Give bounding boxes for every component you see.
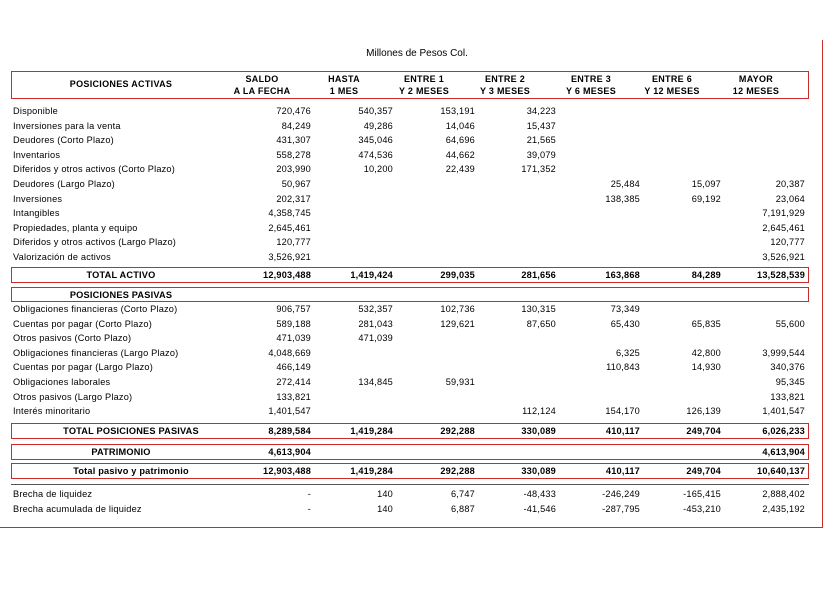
column-header-line2: Y 3 MESES	[479, 86, 531, 96]
cell-value: 23,064	[775, 193, 805, 204]
cell-value: 42,800	[691, 347, 721, 358]
cell-value: 14,930	[691, 362, 721, 373]
cell-value: 34,223	[526, 106, 556, 116]
row-label: PATRIMONIO	[91, 447, 151, 457]
cell-value: 8,289,584	[268, 426, 311, 436]
table-row	[11, 235, 809, 249]
cell-value: 6,026,233	[762, 426, 805, 436]
cell-value: 21,565	[526, 135, 556, 146]
table-row	[11, 250, 809, 264]
cell-value: 272,414	[276, 377, 311, 387]
cell-value: 3,999,544	[762, 347, 805, 358]
cell-value: 73,349	[610, 304, 640, 314]
cell-value: -48,433	[523, 489, 556, 499]
cell-value: 59,931	[445, 377, 475, 387]
cell-value: 203,990	[276, 164, 311, 175]
cell-value: 6,747	[451, 489, 475, 499]
row-label: Valorización de activos	[13, 252, 111, 262]
cell-value: 110,843	[606, 362, 640, 373]
row-label: Diferidos y otros activos (Corto Plazo)	[13, 164, 175, 175]
pasivas-title-row	[11, 288, 809, 302]
cell-value: 7,191,929	[762, 208, 805, 219]
cell-value: 345,046	[358, 135, 393, 146]
cell-value: -165,415	[683, 489, 721, 499]
row-label: TOTAL ACTIVO	[86, 270, 156, 280]
total-pasivas	[11, 424, 809, 438]
row-label: Inversiones para la venta	[13, 120, 121, 131]
table-row	[11, 206, 809, 220]
cell-value: 340,376	[770, 362, 805, 373]
cell-value: 3,526,921	[762, 252, 805, 262]
cell-value: 39,079	[526, 149, 556, 160]
row-label: Inventarios	[13, 149, 61, 160]
cell-value: 431,307	[276, 135, 311, 146]
header-title: POSICIONES ACTIVAS	[69, 79, 173, 89]
table-row	[11, 502, 809, 516]
column-header	[465, 73, 545, 97]
column-header	[384, 73, 464, 97]
cell-value: 249,704	[686, 466, 721, 476]
row-label: Otros pasivos (Largo Plazo)	[13, 391, 133, 402]
column-header-line2: Y 12 MESES	[644, 86, 700, 96]
row-label: Brecha acumulada de liquidez	[13, 503, 142, 514]
cell-value: 12,903,488	[263, 270, 311, 280]
column-header-line1: SALDO	[245, 74, 279, 84]
cell-value: 558,278	[276, 149, 311, 160]
cell-value: 292,288	[440, 466, 475, 476]
cell-value: 44,662	[445, 149, 475, 160]
column-header	[551, 73, 631, 97]
cell-value: 65,835	[691, 318, 721, 329]
cell-value: 14,046	[445, 120, 475, 131]
table-row	[11, 148, 809, 162]
cell-value: 1,401,547	[762, 406, 805, 417]
row-label: Diferidos y otros activos (Largo Plazo)	[13, 237, 177, 248]
column-header-line1: ENTRE 6	[651, 74, 693, 84]
table-row	[11, 133, 809, 147]
column-header	[632, 73, 712, 97]
cell-value: 410,117	[605, 426, 640, 436]
row-label: Cuentas por pagar (Largo Plazo)	[13, 362, 154, 373]
column-header-line2: A LA FECHA	[233, 86, 291, 96]
cell-value: 154,170	[605, 406, 640, 417]
cell-value: 126,139	[686, 406, 721, 417]
cell-value: 10,200	[363, 164, 393, 175]
table-row	[11, 317, 809, 331]
row-label: Obligaciones laborales	[13, 377, 111, 387]
cell-value: 1,401,547	[268, 406, 311, 417]
cell-value: 10,640,137	[757, 466, 805, 476]
cell-value: 720,476	[276, 106, 311, 116]
cell-value: 22,439	[445, 164, 475, 175]
cell-value: 471,039	[276, 333, 311, 344]
table-row	[11, 404, 809, 418]
cell-value: -	[307, 503, 311, 514]
cell-value: 281,043	[358, 318, 393, 329]
cell-value: 15,437	[526, 120, 556, 131]
cell-value: 1,419,424	[350, 270, 393, 280]
cell-value: 102,736	[440, 304, 475, 314]
cell-value: 49,286	[363, 120, 393, 131]
cell-value: 12,903,488	[263, 466, 311, 476]
table-row	[11, 375, 809, 389]
cell-value: 25,484	[610, 179, 640, 189]
cell-value: 4,613,904	[762, 447, 805, 457]
cell-value: 906,757	[276, 304, 311, 314]
cell-value: 138,385	[605, 193, 640, 204]
cell-value: 330,089	[521, 466, 556, 476]
row-label: TOTAL POSICIONES PASIVAS	[63, 426, 199, 436]
cell-value: 163,868	[605, 270, 640, 280]
table-row	[11, 302, 809, 316]
cell-value: 140	[377, 489, 393, 499]
cell-value: 130,315	[521, 304, 556, 314]
cell-value: -41,546	[523, 503, 556, 514]
table-row	[11, 346, 809, 360]
cell-value: 15,097	[691, 179, 721, 189]
cell-value: 4,048,669	[268, 347, 311, 358]
column-header-line2: Y 6 MESES	[565, 86, 617, 96]
unit-label: Millones de Pesos Col.	[366, 48, 468, 59]
cell-value: 134,845	[358, 377, 393, 387]
cell-value: 55,600	[775, 318, 805, 329]
column-header-line1: MAYOR	[738, 74, 774, 84]
table-row	[11, 390, 809, 404]
cell-value: 4,613,904	[268, 447, 311, 457]
cell-value: 129,621	[440, 318, 475, 329]
row-label: Otros pasivos (Corto Plazo)	[13, 333, 132, 344]
cell-value: 95,345	[775, 377, 805, 387]
table-row	[11, 487, 809, 501]
row-label: Interés minoritario	[13, 406, 91, 417]
cell-value: 153,191	[440, 106, 475, 116]
cell-value: 532,357	[358, 304, 393, 314]
cell-value: 466,149	[276, 362, 311, 373]
cell-value: 299,035	[440, 270, 475, 280]
column-header-line1: ENTRE 3	[570, 74, 612, 84]
column-header	[222, 73, 302, 97]
cell-value: 133,821	[276, 391, 311, 402]
cell-value: 84,289	[691, 270, 721, 280]
cell-value: 2,888,402	[762, 489, 805, 499]
column-header-line2: 1 MES	[329, 86, 359, 96]
table-row	[11, 104, 809, 118]
cell-value: 249,704	[686, 426, 721, 436]
cell-value: 20,387	[775, 179, 805, 189]
column-header-line1: ENTRE 1	[403, 74, 445, 84]
cell-value: 120,777	[276, 237, 311, 248]
column-header-line2: Y 2 MESES	[398, 86, 450, 96]
cell-value: 474,536	[358, 149, 393, 160]
column-header-line2: 12 MESES	[732, 86, 780, 96]
column-header-line1: HASTA	[328, 74, 360, 84]
page-border-bottom	[0, 527, 823, 528]
row-label: Deudores (Corto Plazo)	[13, 135, 114, 146]
table-row	[11, 221, 809, 235]
row-label: Disponible	[13, 106, 58, 116]
cell-value: 330,089	[521, 426, 556, 436]
cell-value: 589,188	[276, 318, 311, 329]
cell-value: 120,777	[770, 237, 805, 248]
cell-value: 13,528,539	[757, 270, 805, 280]
cell-value: 471,039	[358, 333, 393, 344]
cell-value: 1,419,284	[350, 466, 393, 476]
cell-value: 202,317	[276, 193, 311, 204]
cell-value: 2,435,192	[762, 503, 805, 514]
cell-value: 171,352	[521, 164, 556, 175]
cell-value: 50,967	[281, 179, 311, 189]
table-row	[11, 192, 809, 206]
cell-value: 540,357	[358, 106, 393, 116]
row-label: Propiedades, planta y equipo	[13, 222, 138, 233]
table-row	[11, 119, 809, 133]
table-row	[11, 177, 809, 191]
cell-value: 133,821	[770, 391, 805, 402]
cell-value: -287,795	[602, 503, 640, 514]
page-border-right	[822, 40, 823, 528]
patrimonio	[11, 445, 809, 459]
cell-value: 292,288	[440, 426, 475, 436]
total-pasivo-patrimonio	[11, 464, 809, 478]
row-label: Total pasivo y patrimonio	[73, 466, 189, 476]
cell-value: -453,210	[683, 503, 721, 514]
row-label: Obligaciones financieras (Corto Plazo)	[13, 304, 178, 314]
row-label: Deudores (Largo Plazo)	[13, 179, 115, 189]
row-label: Cuentas por pagar (Corto Plazo)	[13, 318, 152, 329]
cell-value: 4,358,745	[268, 208, 311, 219]
cell-value: 87,650	[526, 318, 556, 329]
cell-value: 140	[377, 503, 393, 514]
table-row	[11, 331, 809, 345]
cell-value: 65,430	[610, 318, 640, 329]
cell-value: 112,124	[522, 406, 556, 417]
column-header	[716, 73, 796, 97]
cell-value: 2,645,461	[268, 222, 311, 233]
cell-value: 6,325	[616, 347, 640, 358]
cell-value: 64,696	[445, 135, 475, 146]
column-header	[304, 73, 384, 97]
row-label: Obligaciones financieras (Largo Plazo)	[13, 347, 179, 358]
cell-value: 410,117	[605, 466, 640, 476]
row-label: Intangibles	[13, 208, 60, 219]
column-header-line1: ENTRE 2	[484, 74, 526, 84]
cell-value: 84,249	[281, 120, 311, 131]
divider	[11, 484, 809, 485]
row-label: Brecha de liquidez	[13, 489, 93, 499]
cell-value: 3,526,921	[268, 252, 311, 262]
cell-value: -	[307, 489, 311, 499]
cell-value: -246,249	[602, 489, 640, 499]
table-row	[11, 360, 809, 374]
pasivas-title: POSICIONES PASIVAS	[69, 290, 173, 300]
cell-value: 281,656	[521, 270, 556, 280]
cell-value: 6,887	[451, 503, 475, 514]
row-label: Inversiones	[13, 193, 63, 204]
table-row	[11, 162, 809, 176]
cell-value: 1,419,284	[350, 426, 393, 436]
cell-value: 2,645,461	[762, 222, 805, 233]
cell-value: 69,192	[691, 193, 721, 204]
total-activo	[11, 268, 809, 282]
